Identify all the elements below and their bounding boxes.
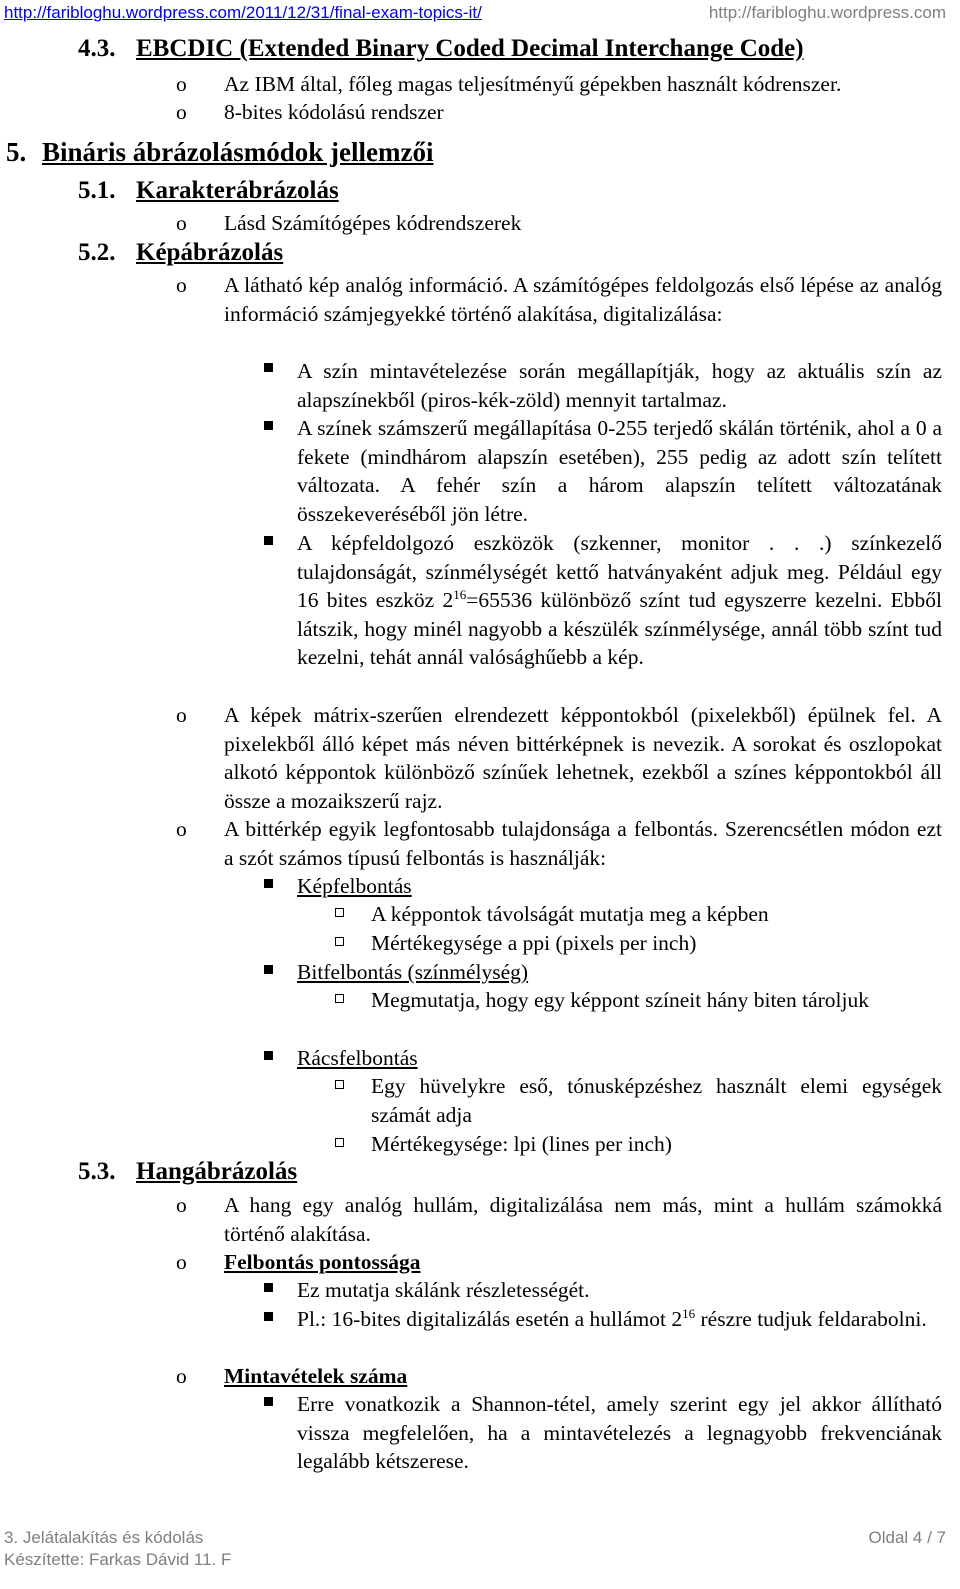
kep-paragraph-2: A képek mátrix-szerűen elrendezett képpontokból (pixelekből) épülnek fel. A pixelekből álló képet más néven bittérképnek is nevezik. A sorokat és oszlopokat alkotó képpontok különböző színűek lehetnek, ezekből a színes képpontokból áll össze a mozaikszerű rajz. xyxy=(224,703,942,813)
kep-bullet-3 xyxy=(297,529,942,672)
section-5-3-title-text: Hangábrázolás xyxy=(136,1158,298,1185)
felbontas-item-2-text-b: részre tudjuk feldarabolni. xyxy=(695,1307,927,1331)
kep-bullet-3-exponent: 16 xyxy=(453,587,467,603)
footer-page-number: Oldal 4 / 7 xyxy=(868,1528,946,1547)
section-5-title-text: Bináris ábrázolásmódok jellemzői xyxy=(42,137,434,167)
circle-bullet-icon: o xyxy=(176,1193,187,1217)
racsfelbontas-heading-text: Rácsfelbontás xyxy=(297,1046,418,1070)
racsfelbontas-item-1: Egy hüvelykre eső, tónusképzéshez használt elemi egységek számát adja xyxy=(371,1074,942,1127)
circle-bullet-icon: o xyxy=(176,211,187,235)
ebcdic-item-2: 8-bites kódolású rendszer xyxy=(224,100,444,124)
kepfelbontas-heading xyxy=(297,872,412,901)
square-bullet-icon xyxy=(264,421,273,430)
racsfelbontas-heading xyxy=(297,1044,418,1073)
square-bullet-icon xyxy=(264,965,273,974)
hollow-square-bullet-icon xyxy=(335,908,344,917)
circle-bullet-icon: o xyxy=(176,817,187,841)
felbontas-pontossaga-heading xyxy=(224,1248,421,1277)
mintavetelek-heading-text: Mintavételek száma xyxy=(224,1364,408,1388)
kep-paragraph-3: A bittérkép egyik legfontosabb tulajdonsága a felbontás. Szerencsétlen módon ezt a szót számos típusú felbontás is használják: xyxy=(224,817,942,870)
square-bullet-icon xyxy=(264,536,273,545)
bitfelbontas-heading xyxy=(297,958,528,987)
kepfelbontas-item-1: A képpontok távolságát mutatja meg a képben xyxy=(371,902,769,926)
square-bullet-icon xyxy=(264,1312,273,1321)
bitfelbontas-item-1: Megmutatja, hogy egy képpont színeit hány biten tároljuk xyxy=(371,988,869,1012)
section-5-2-title-text: Képábrázolás xyxy=(136,239,284,266)
section-4-3-number: 4.3. xyxy=(78,35,116,62)
square-bullet-icon xyxy=(264,1397,273,1406)
section-4-3-title xyxy=(136,35,804,64)
source-link[interactable]: http://faribloghu.wordpress.com/2011/12/31/final-exam-topics-it/ xyxy=(4,3,482,22)
section-5-title xyxy=(42,138,433,167)
section-5-3-number: 5.3. xyxy=(78,1158,116,1185)
felbontas-item-2-exponent: 16 xyxy=(682,1305,696,1321)
kep-bullet-1: A szín mintavételezése során megállapítják, hogy az aktuális szín az alapszínekből (piros-kék-zöld) mennyit tartalmaz. xyxy=(297,359,942,412)
kep-bullet-2: A színek számszerű megállapítása 0-255 terjedő skálán történik, ahol a 0 a fekete (mindhárom alapszín esetében), 255 pedig az adott szín telített változata. A fehér szín a három alapszín telített változatának összekeveréséből jön létre. xyxy=(297,416,942,526)
karakter-item: Lásd Számítógépes kódrendszerek xyxy=(224,211,522,235)
circle-bullet-icon: o xyxy=(176,273,187,297)
ebcdic-item-1: Az IBM által, főleg magas teljesítményű gépekben használt kódrenszer. xyxy=(224,72,842,96)
mintavetelek-item-1: Erre vonatkozik a Shannon-tétel, amely szerint egy jel akkor állítható vissza megfelelően, ha a mintavételezés a legnagyobb frekvenciának legalább kétszerese. xyxy=(297,1392,942,1474)
footer-chapter: 3. Jelátalakítás és kódolás xyxy=(4,1528,204,1547)
site-url: http://faribloghu.wordpress.com xyxy=(708,3,946,22)
mintavetelek-heading xyxy=(224,1362,407,1391)
page-header xyxy=(0,0,960,30)
bitfelbontas-heading-text: Bitfelbontás (színmélység) xyxy=(297,960,529,984)
section-5-2-title xyxy=(136,239,283,268)
hollow-square-bullet-icon xyxy=(335,937,344,946)
circle-bullet-icon: o xyxy=(176,703,187,727)
felbontas-item-2-text-a: Pl.: 16-bites digitalizálás esetén a hullámot 2 xyxy=(297,1307,683,1331)
kepfelbontas-heading-text: Képfelbontás xyxy=(297,874,412,898)
kep-bullet-3-text-b: =65536 különböző színt tud egyszerre kezelni. Ebből látszik, hogy minél nagyobb a készülék színmélysége, annál több színt tud kezelni, tehát annál valósághűebb a kép. xyxy=(297,588,942,670)
felbontas-item-2 xyxy=(297,1305,942,1334)
racsfelbontas-item-2: Mértékegysége: lpi (lines per inch) xyxy=(371,1132,672,1156)
felbontas-pontossaga-heading-text: Felbontás pontossága xyxy=(224,1250,421,1274)
square-bullet-icon xyxy=(264,363,273,372)
section-5-number: 5. xyxy=(6,137,27,167)
section-5-1-title-text: Karakterábrázolás xyxy=(136,177,339,204)
section-5-1-number: 5.1. xyxy=(78,177,116,204)
felbontas-item-1: Ez mutatja skálánk részletességét. xyxy=(297,1278,590,1302)
hollow-square-bullet-icon xyxy=(335,994,344,1003)
circle-bullet-icon: o xyxy=(176,1250,187,1274)
footer-author: Készítette: Farkas Dávid 11. F xyxy=(4,1550,232,1569)
kep-paragraph-1: A látható kép analóg információ. A számítógépes feldolgozás első lépése az analóg információ számjegyekké történő alakítása, digitalizálása: xyxy=(224,273,942,326)
hollow-square-bullet-icon xyxy=(335,1080,344,1089)
hollow-square-bullet-icon xyxy=(335,1138,344,1147)
square-bullet-icon xyxy=(264,1283,273,1292)
circle-bullet-icon: o xyxy=(176,100,187,124)
section-4-3-title-text: EBCDIC (Extended Binary Coded Decimal Interchange Code) xyxy=(136,35,804,62)
kepfelbontas-item-2: Mértékegysége a ppi (pixels per inch) xyxy=(371,931,697,955)
section-5-1-title xyxy=(136,177,339,206)
section-5-3-title xyxy=(136,1158,297,1187)
circle-bullet-icon: o xyxy=(176,72,187,96)
hang-paragraph-1: A hang egy analóg hullám, digitalizálása nem más, mint a hullám számokká történő alakítása. xyxy=(224,1193,942,1246)
kep-bullet-3-text-a: A képfeldolgozó eszközök (szkenner, monitor . . .) színkezelő tulajdonságát, színmélységét kettő hatványaként adjuk meg. Például egy 16 bites eszköz 2 xyxy=(297,531,942,613)
circle-bullet-icon: o xyxy=(176,1364,187,1388)
square-bullet-icon xyxy=(264,1051,273,1060)
section-5-2-number: 5.2. xyxy=(78,239,116,266)
square-bullet-icon xyxy=(264,879,273,888)
